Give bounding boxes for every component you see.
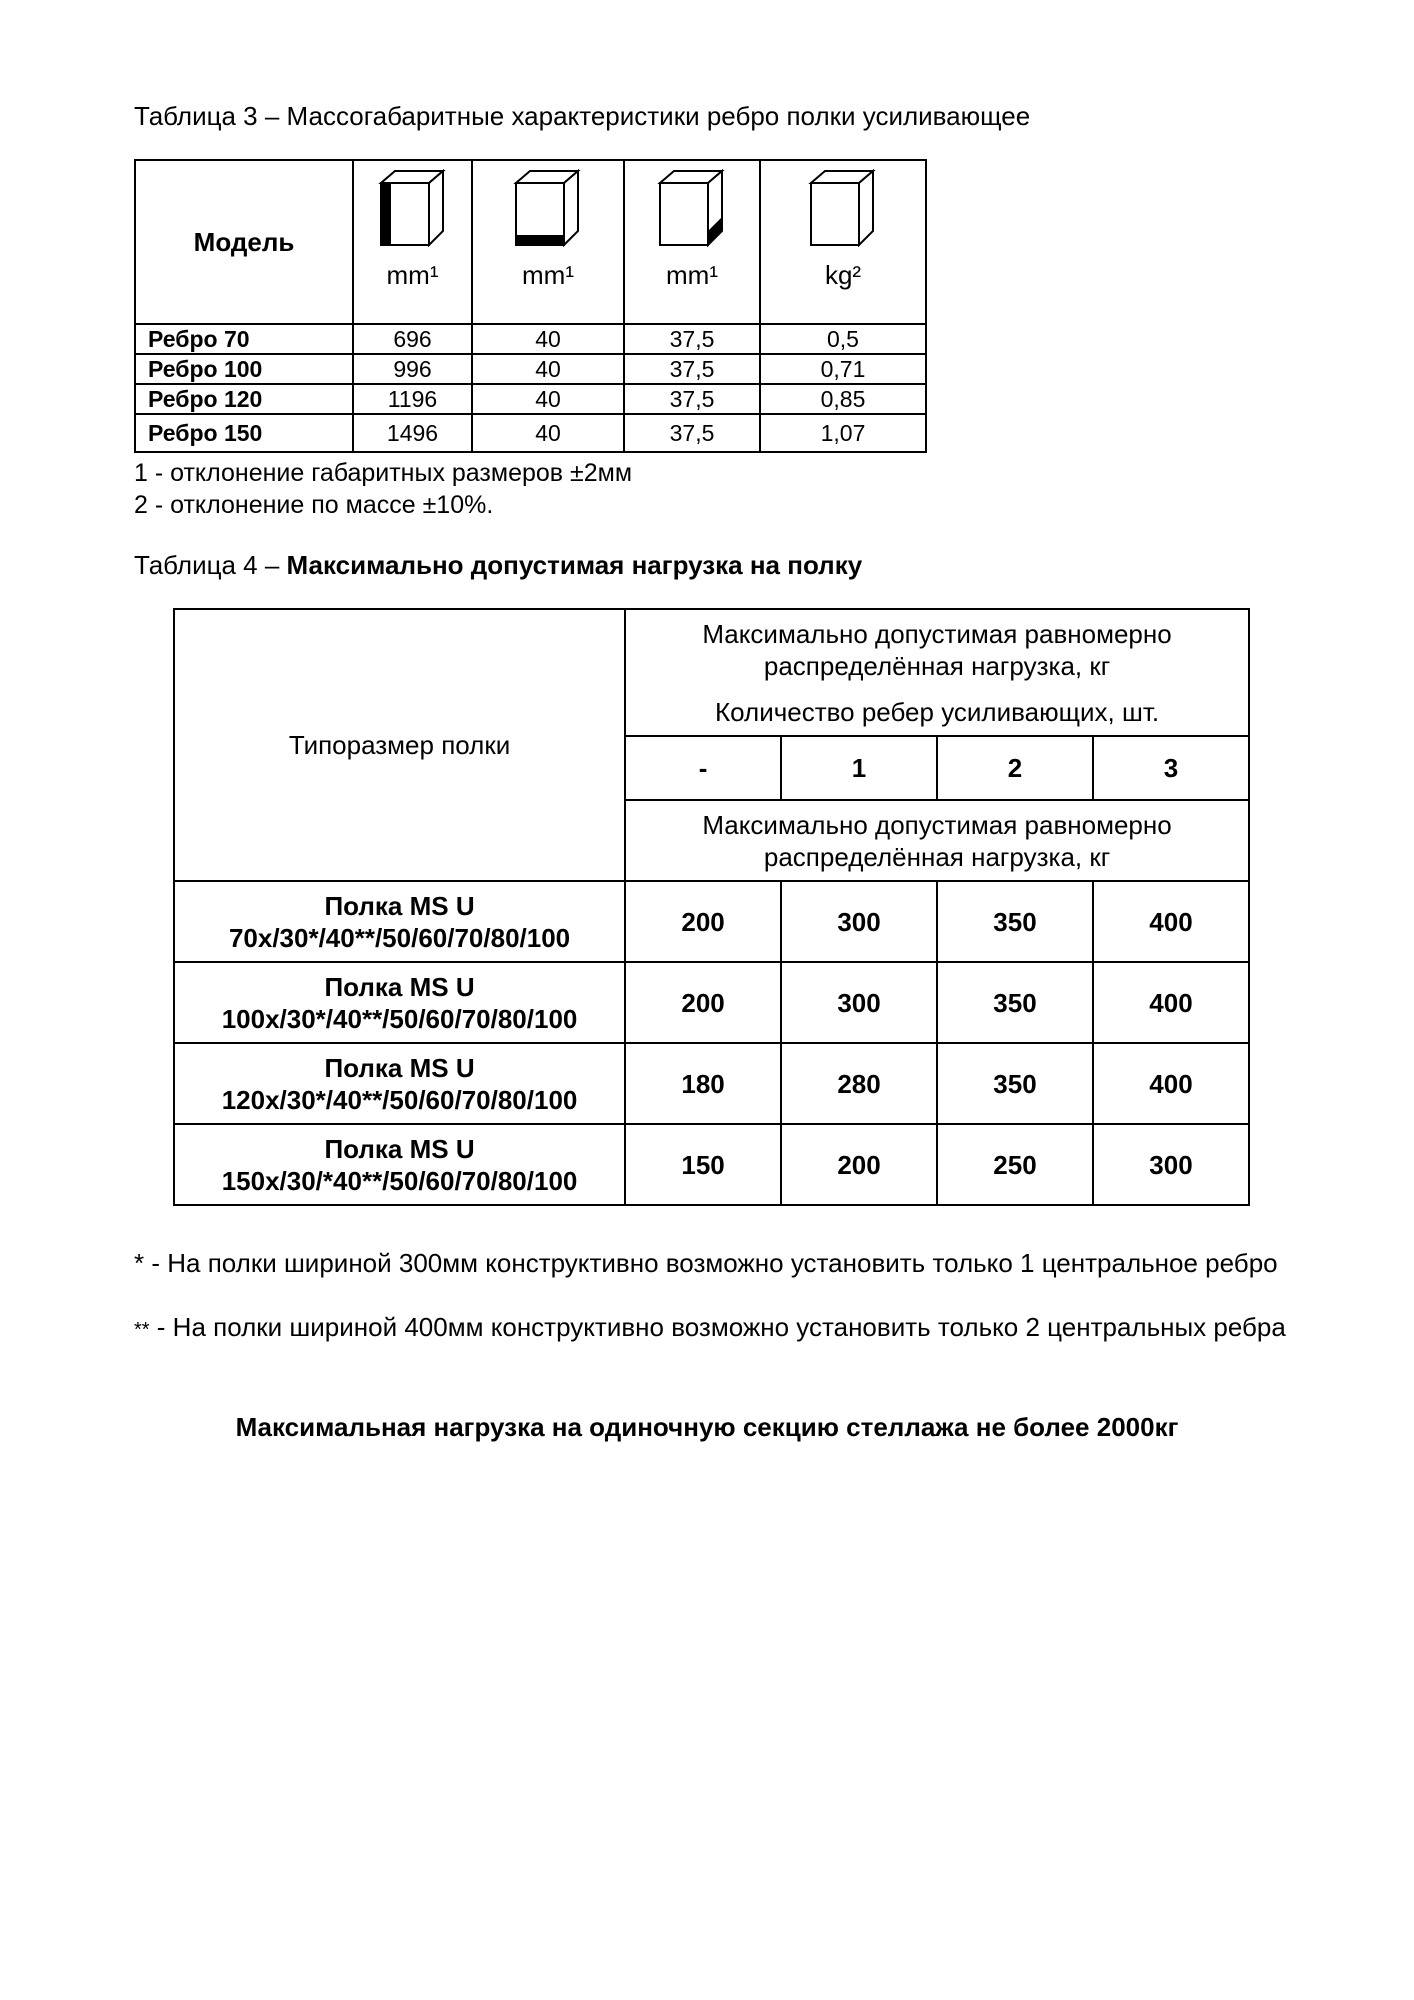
height-header-cell (624, 160, 760, 324)
ribs-count-header: Количество ребер усиливающих, шт. (714, 696, 1160, 727)
table4-caption (134, 549, 862, 581)
table-row (135, 414, 926, 452)
load-value: 300 (781, 962, 937, 1043)
load-header-line-2: распределённая нагрузка, кг (763, 650, 1111, 681)
model-name: Ребро 100 (135, 354, 353, 384)
length-unit: mm¹ (386, 260, 439, 290)
height-value: 37,5 (624, 384, 760, 414)
width-value: 40 (472, 384, 624, 414)
length-value: 696 (353, 324, 472, 354)
load-subheader (625, 800, 1249, 881)
box-mass-icon (807, 169, 879, 247)
shelf-type-line-2: 150х/30/*40**/50/60/70/80/100 (221, 1165, 578, 1196)
load-value: 300 (781, 881, 937, 962)
footnote-single-asterisk (134, 1247, 1314, 1279)
load-value: 400 (1093, 1043, 1249, 1124)
table3-note-1: 1 - отклонение габаритных размеров ±2мм (134, 459, 633, 487)
model-name: Ребро 120 (135, 384, 353, 414)
length-value: 1496 (353, 414, 472, 452)
model-name: Ребро 150 (135, 414, 353, 452)
model-name: Ребро 70 (135, 324, 353, 354)
shelf-type-line-1: Полка MS U (324, 971, 475, 1002)
table-row (174, 1043, 1249, 1124)
shelf-type-line-1: Полка MS U (324, 1133, 475, 1164)
load-value: 200 (781, 1124, 937, 1205)
load-header-line-1: Максимально допустимая равномерно (702, 618, 1172, 649)
length-header-cell (353, 160, 472, 324)
footnote-text: - На полки шириной 300мм конструктивно возможно установить только 1 центральное ребро (144, 1248, 1278, 1278)
ribs-column-none: - (625, 736, 781, 800)
mass-unit: kg² (824, 260, 862, 290)
height-value: 37,5 (624, 354, 760, 384)
shelf-type-line-1: Полка MS U (324, 890, 475, 921)
load-value: 300 (1093, 1124, 1249, 1205)
load-value: 200 (625, 962, 781, 1043)
shelf-type (174, 962, 625, 1043)
model-header: Модель (135, 160, 353, 324)
shelf-type (174, 1043, 625, 1124)
load-value: 250 (937, 1124, 1093, 1205)
height-unit: mm¹ (666, 260, 718, 290)
load-value: 400 (1093, 881, 1249, 962)
load-value: 350 (937, 962, 1093, 1043)
load-value: 400 (1093, 962, 1249, 1043)
mass-header-cell (760, 160, 926, 324)
max-section-load-statement: Максимальная нагрузка на одиночную секцию стеллажа не более 2000кг (235, 1412, 1179, 1442)
table3-header-row (135, 160, 926, 324)
load-value: 350 (937, 1043, 1093, 1124)
table3-dimensions-mass (134, 159, 927, 453)
height-value: 37,5 (624, 414, 760, 452)
box-length-icon (377, 169, 449, 247)
box-height-icon (656, 169, 728, 247)
table4-max-load (173, 608, 1250, 1206)
shelf-type-line-2: 120х/30*/40**/50/60/70/80/100 (221, 1084, 578, 1115)
load-value: 150 (625, 1124, 781, 1205)
box-width-icon (512, 169, 584, 247)
table-row (135, 324, 926, 354)
load-header (625, 609, 1249, 736)
table3-note-2: 2 - отклонение по массе ±10%. (134, 491, 494, 519)
mass-value: 0,5 (760, 324, 926, 354)
shelf-type-line-2: 100х/30*/40**/50/60/70/80/100 (221, 1003, 578, 1034)
table-row (174, 962, 1249, 1043)
width-header-cell (472, 160, 624, 324)
mass-value: 0,85 (760, 384, 926, 414)
width-unit: mm¹ (522, 260, 574, 290)
table-row (174, 881, 1249, 962)
mass-value: 1,07 (760, 414, 926, 452)
mass-value: 0,71 (760, 354, 926, 384)
shelf-type (174, 881, 625, 962)
table-row (135, 384, 926, 414)
length-value: 1196 (353, 384, 472, 414)
table-row (135, 354, 926, 384)
footnote-marker: * (134, 1248, 145, 1278)
width-value: 40 (472, 414, 624, 452)
length-value: 996 (353, 354, 472, 384)
load-value: 200 (625, 881, 781, 962)
table4-caption-prefix: Таблица 4 – (134, 550, 287, 580)
width-value: 40 (472, 354, 624, 384)
width-value: 40 (472, 324, 624, 354)
load-subheader-line-1: Максимально допустимая равномерно (702, 809, 1172, 840)
table-row (174, 1124, 1249, 1205)
table3-caption: Таблица 3 – Массогабаритные характеристики ребро полки усиливающее (134, 101, 1031, 131)
table4-caption-title: Максимально допустимая нагрузка на полку (286, 550, 863, 580)
load-value: 180 (625, 1043, 781, 1124)
ribs-column-1: 1 (781, 736, 937, 800)
load-value: 350 (937, 881, 1093, 962)
height-value: 37,5 (624, 324, 760, 354)
ribs-column-3: 3 (1093, 736, 1249, 800)
shelf-type-line-1: Полка MS U (324, 1052, 475, 1083)
shelf-type (174, 1124, 625, 1205)
shelf-type-header: Типоразмер полки (174, 609, 625, 881)
ribs-column-2: 2 (937, 736, 1093, 800)
footnote-text: - На полки шириной 400мм конструктивно возможно установить только 2 центральных ребра (149, 1312, 1286, 1342)
footnote-marker: ** (134, 1319, 150, 1341)
table4-header-row-1 (174, 609, 1249, 736)
shelf-type-line-2: 70х/30*/40**/50/60/70/80/100 (228, 922, 571, 953)
footnote-double-asterisk (134, 1311, 1314, 1346)
load-subheader-line-2: распределённая нагрузка, кг (763, 841, 1111, 872)
load-value: 280 (781, 1043, 937, 1124)
